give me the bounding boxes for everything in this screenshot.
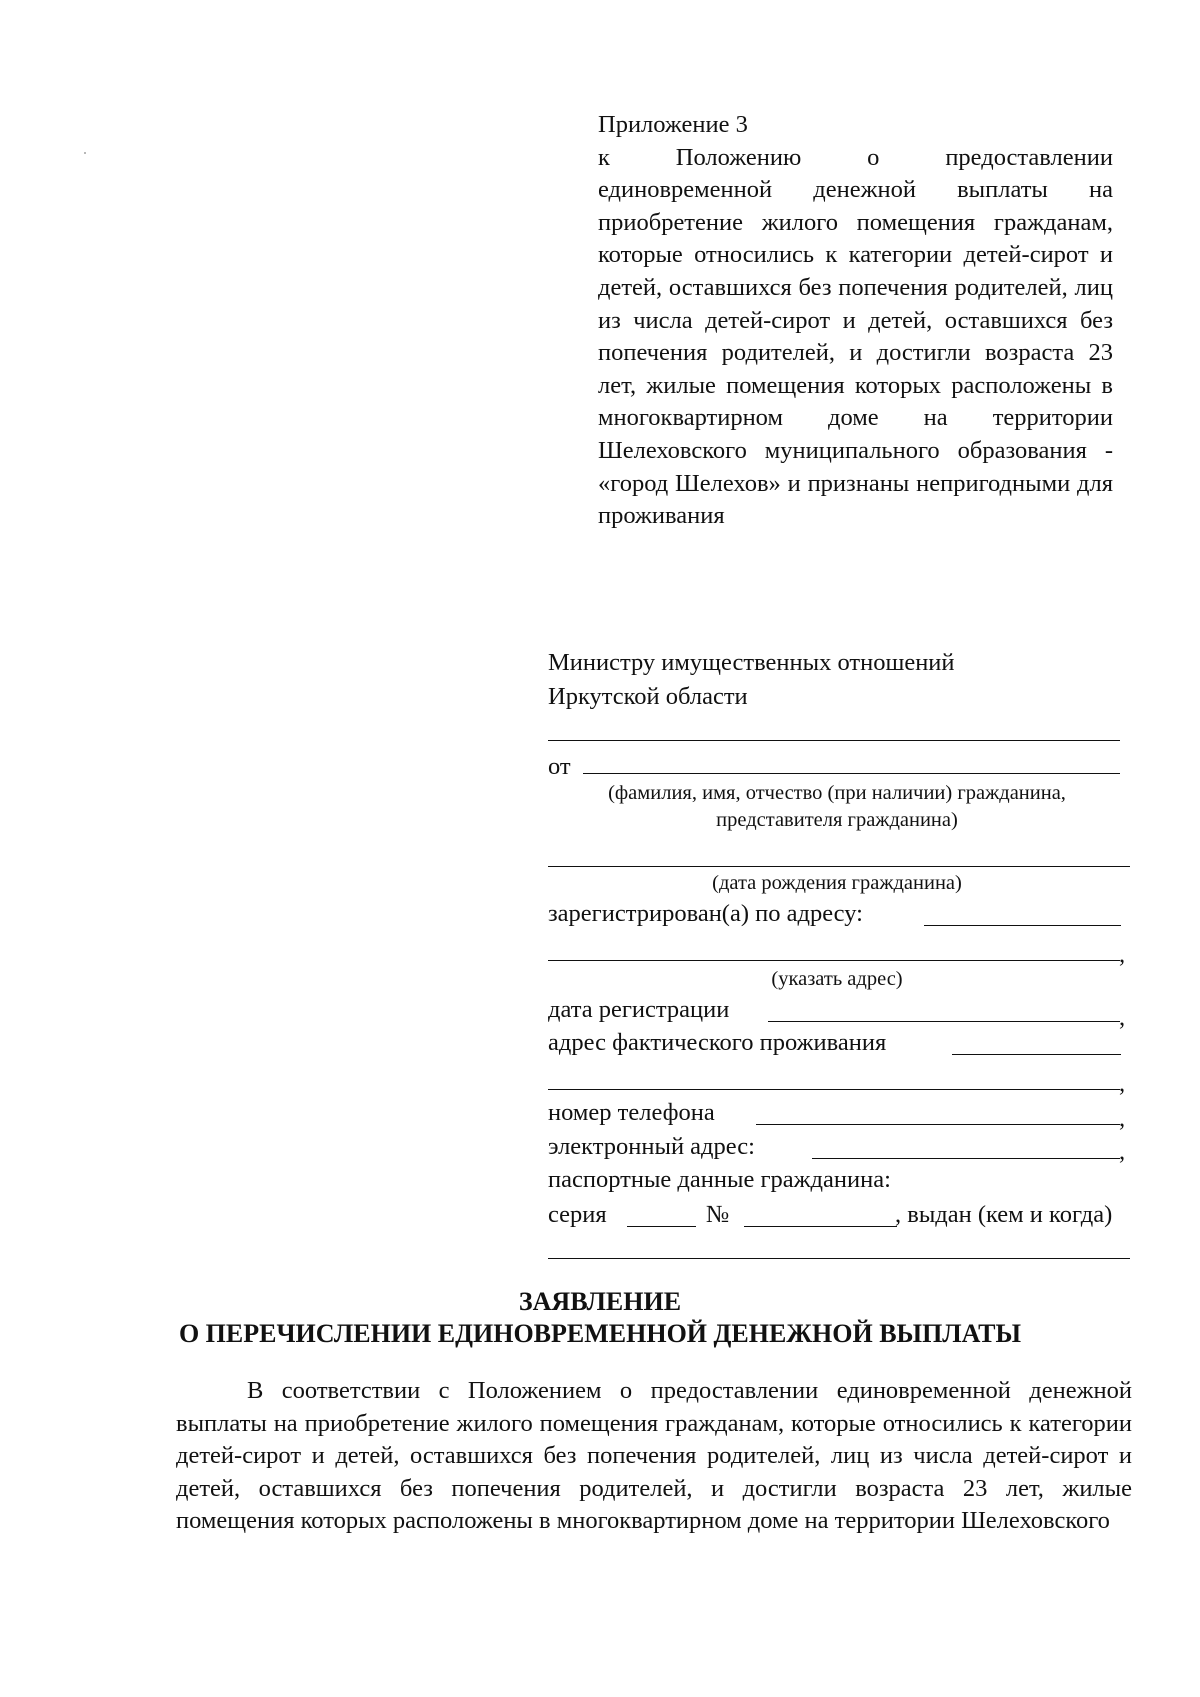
comma: ,	[1119, 941, 1126, 968]
number-label: №	[706, 1201, 730, 1228]
birth-date-field[interactable]	[548, 866, 1130, 867]
registered-address-field-2[interactable]	[548, 960, 1120, 961]
comma: ,	[1119, 1004, 1126, 1031]
statement-title: ЗАЯВЛЕНИЕ	[518, 1287, 682, 1316]
appendix-block	[598, 109, 1113, 533]
scan-speck	[84, 152, 86, 154]
appendix-heading: Приложение 3	[598, 111, 748, 138]
passport-series-field[interactable]	[627, 1226, 696, 1227]
addressee-blank-line[interactable]	[548, 740, 1120, 741]
addressee-line-2: Иркутской области	[548, 683, 748, 710]
actual-address-field-2[interactable]	[548, 1089, 1120, 1090]
statement-text: В соответствии с Положением о предоставлении единовременной денежной выплаты на приобретение жилого помещения гражданам, которые относились к категории детей-сирот и детей, оставшихся без попечения родителей, лиц из числа детей-сирот и детей, оставшихся без попечения родителей, и достигли возраста 23 лет, жилые помещения которых расположены в многоквартирном доме на территории Шелеховского	[176, 1377, 1132, 1535]
comma: ,	[1119, 1070, 1126, 1097]
comma: ,	[1119, 1105, 1126, 1132]
birth-hint: (дата рождения гражданина)	[712, 872, 962, 894]
actual-address-field[interactable]	[952, 1054, 1121, 1055]
issued-label: , выдан (кем и когда)	[895, 1201, 1113, 1228]
passport-number-field[interactable]	[744, 1226, 897, 1227]
series-label: серия	[548, 1201, 607, 1228]
reg-date-label: дата регистрации	[548, 996, 730, 1023]
registered-address-field[interactable]	[924, 925, 1121, 926]
email-field[interactable]	[812, 1158, 1120, 1159]
phone-label: номер телефона	[548, 1099, 715, 1126]
appendix-body: к Положению о предоставлении единовременной денежной выплаты на приобретение жилого помещения гражданам, которые относились к категории детей-сирот и детей, оставшихся без попечения родителей, лиц из числа детей-сирот и детей, оставшихся без попечения родителей, и достигли возраста 23 лет, жилые помещения которых расположены в многоквартирном доме на территории Шелеховского муниципального образования - «город Шелехов» и признаны непригодными для проживания	[598, 143, 1113, 530]
name-hint-1: (фамилия, имя, отчество (при наличии) гражданина,	[608, 782, 1066, 804]
addressee-block	[548, 646, 955, 714]
actual-address-label: адрес фактического проживания	[548, 1029, 887, 1056]
from-name-field[interactable]	[583, 773, 1120, 774]
name-hint-2: представителя гражданина)	[716, 809, 958, 831]
addressee-line-1: Министру имущественных отношений	[548, 649, 955, 676]
from-label: от	[548, 753, 571, 780]
address-hint: (указать адрес)	[771, 968, 903, 990]
phone-field[interactable]	[756, 1124, 1120, 1125]
registered-label: зарегистрирован(а) по адресу:	[548, 900, 863, 927]
statement-subtitle: О ПЕРЕЧИСЛЕНИИ ЕДИНОВРЕМЕННОЙ ДЕНЕЖНОЙ ВЫПЛАТЫ	[178, 1319, 1022, 1348]
comma: ,	[1119, 1138, 1126, 1165]
email-label: электронный адрес:	[548, 1133, 755, 1160]
passport-issued-field[interactable]	[548, 1258, 1130, 1259]
passport-label: паспортные данные гражданина:	[548, 1166, 891, 1193]
reg-date-field[interactable]	[768, 1021, 1120, 1022]
